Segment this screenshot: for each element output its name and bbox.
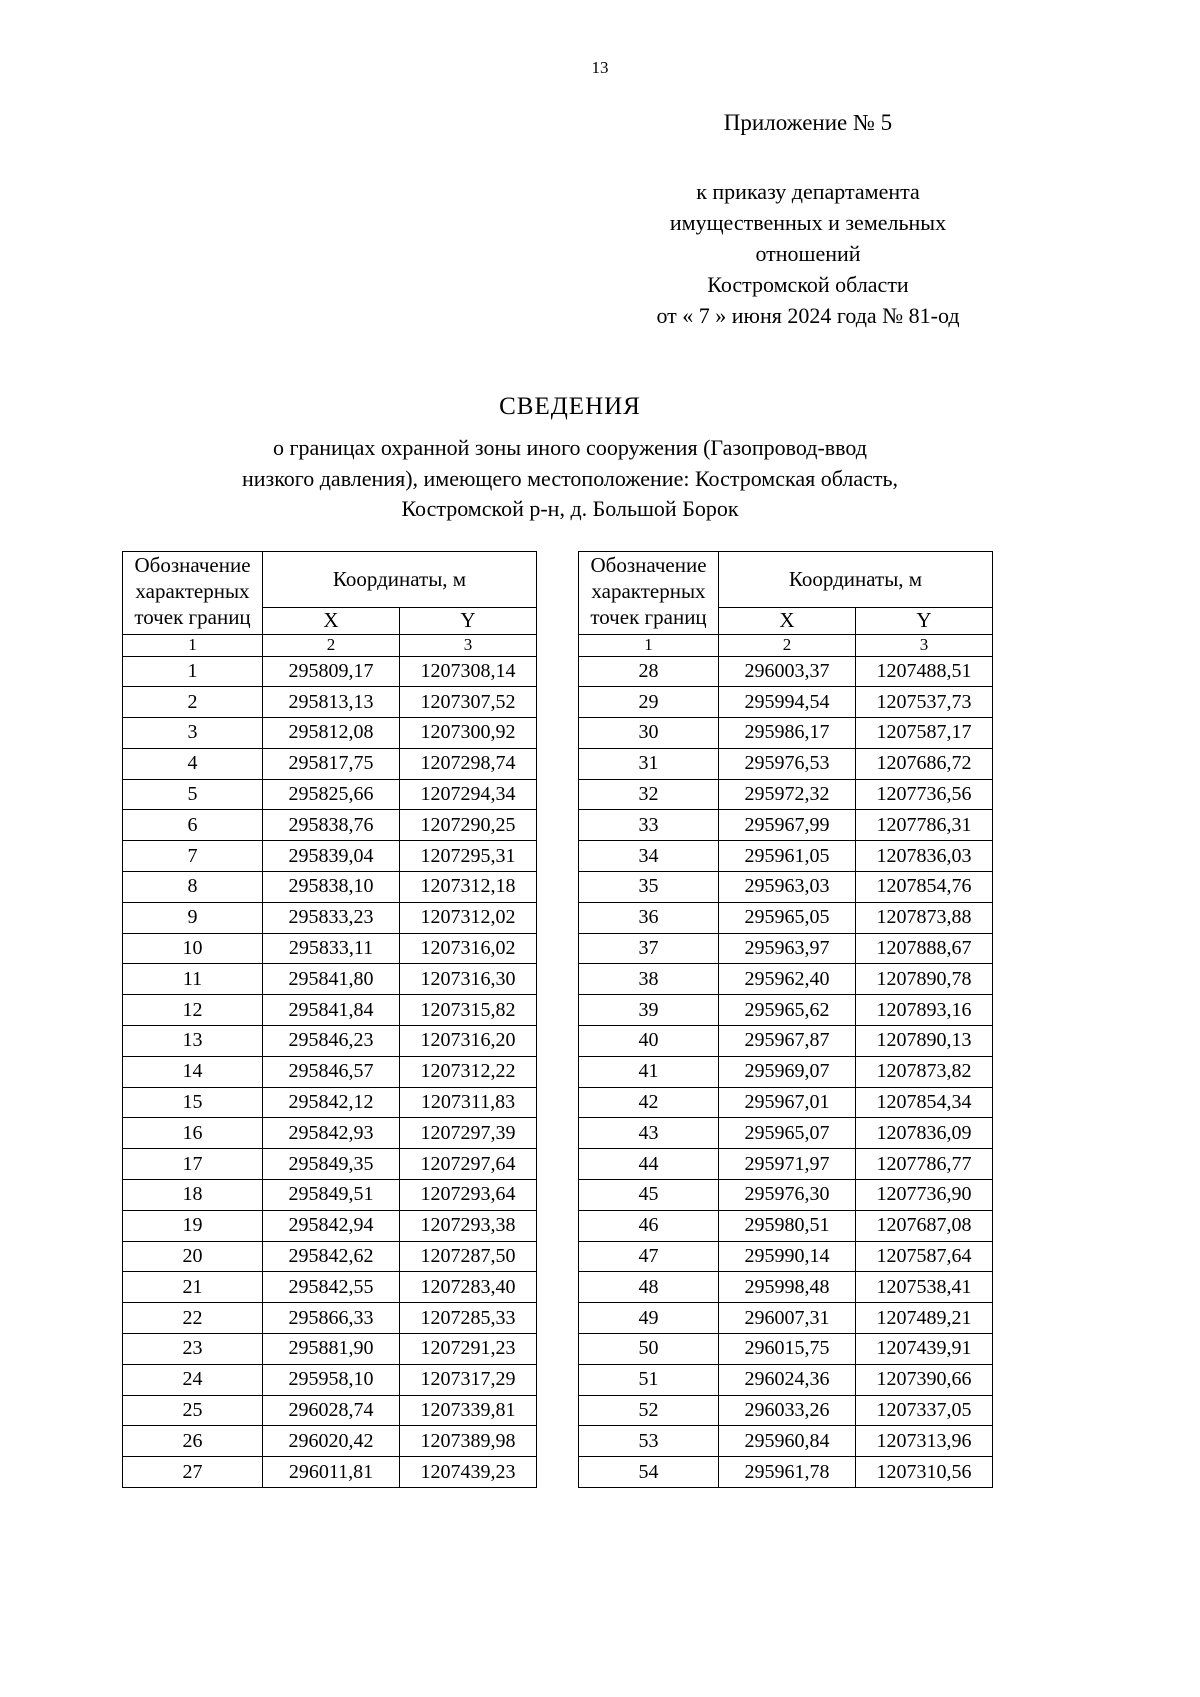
table-cell: 295994,54 bbox=[719, 687, 856, 718]
order-reference-line: от « 7 » июня 2024 года № 81-од bbox=[656, 303, 960, 328]
table-cell: 25 bbox=[123, 1395, 263, 1426]
table-row bbox=[579, 1149, 993, 1180]
column-number: 3 bbox=[856, 634, 993, 656]
table-row bbox=[123, 995, 537, 1026]
table-cell: 48 bbox=[579, 1272, 719, 1303]
table-cell: 21 bbox=[123, 1272, 263, 1303]
table-row bbox=[579, 1272, 993, 1303]
table-cell: 295962,40 bbox=[719, 964, 856, 995]
table-cell: 1207298,74 bbox=[400, 748, 537, 779]
table-cell: 295963,03 bbox=[719, 872, 856, 903]
table-cell: 1207315,82 bbox=[400, 995, 537, 1026]
coordinates-table-left bbox=[122, 551, 537, 1489]
table-cell: 1207317,29 bbox=[400, 1364, 537, 1395]
table-row bbox=[123, 1364, 537, 1395]
table-cell: 1207439,23 bbox=[400, 1457, 537, 1488]
table-cell: 295965,05 bbox=[719, 902, 856, 933]
table-cell: 1207537,73 bbox=[856, 687, 993, 718]
table-cell: 1207854,76 bbox=[856, 872, 993, 903]
x-column-header: X bbox=[263, 607, 400, 634]
table-cell: 44 bbox=[579, 1149, 719, 1180]
table-cell: 4 bbox=[123, 748, 263, 779]
order-reference-line: Костромской области bbox=[707, 272, 909, 297]
table-cell: 296015,75 bbox=[719, 1334, 856, 1365]
table-cell: 295986,17 bbox=[719, 718, 856, 749]
table-cell: 295841,84 bbox=[263, 995, 400, 1026]
table-row bbox=[123, 1149, 537, 1180]
table-cell: 40 bbox=[579, 1026, 719, 1057]
table-cell: 1207294,34 bbox=[400, 779, 537, 810]
table-row bbox=[123, 1426, 537, 1457]
table-row bbox=[123, 902, 537, 933]
table-cell: 1207786,77 bbox=[856, 1149, 993, 1180]
table-row bbox=[579, 1118, 993, 1149]
table-row bbox=[123, 748, 537, 779]
table-row bbox=[579, 1303, 993, 1334]
table-row bbox=[579, 902, 993, 933]
table-cell: 1207893,16 bbox=[856, 995, 993, 1026]
table-cell: 1207300,92 bbox=[400, 718, 537, 749]
subtitle-line: низкого давления), имеющего местоположение: Костромская область, bbox=[241, 465, 899, 491]
table-cell: 295842,55 bbox=[263, 1272, 400, 1303]
table-cell: 1207290,25 bbox=[400, 810, 537, 841]
table-row bbox=[579, 718, 993, 749]
table-cell: 19 bbox=[123, 1210, 263, 1241]
table-cell: 1207316,02 bbox=[400, 933, 537, 964]
coordinates-table-right bbox=[578, 551, 993, 1489]
table-cell: 296033,26 bbox=[719, 1395, 856, 1426]
table-row bbox=[579, 1395, 993, 1426]
table-cell: 36 bbox=[579, 902, 719, 933]
table-row bbox=[579, 1241, 993, 1272]
table-row bbox=[123, 841, 537, 872]
table-cell: 295967,01 bbox=[719, 1087, 856, 1118]
table-cell: 295971,97 bbox=[719, 1149, 856, 1180]
table-cell: 1207316,20 bbox=[400, 1026, 537, 1057]
table-cell: 295817,75 bbox=[263, 748, 400, 779]
page-number: 13 bbox=[591, 58, 609, 77]
table-cell: 1207307,52 bbox=[400, 687, 537, 718]
table-cell: 296020,42 bbox=[263, 1426, 400, 1457]
table-row bbox=[579, 933, 993, 964]
table-cell: 50 bbox=[579, 1334, 719, 1365]
table-cell: 1207854,34 bbox=[856, 1087, 993, 1118]
table-cell: 1207873,82 bbox=[856, 1056, 993, 1087]
subtitle-line: о границах охранной зоны иного сооружения (Газопровод-ввод bbox=[273, 435, 867, 460]
table-row bbox=[123, 810, 537, 841]
table-cell: 10 bbox=[123, 933, 263, 964]
table-cell: 295842,93 bbox=[263, 1118, 400, 1149]
table-cell: 28 bbox=[579, 656, 719, 687]
table-cell: 295842,12 bbox=[263, 1087, 400, 1118]
table-cell: 32 bbox=[579, 779, 719, 810]
table-cell: 1207390,66 bbox=[856, 1364, 993, 1395]
table-cell: 295961,05 bbox=[719, 841, 856, 872]
table-cell: 1207836,09 bbox=[856, 1118, 993, 1149]
subtitle-line: Костромской р-н, д. Большой Борок bbox=[401, 496, 739, 521]
table-cell: 23 bbox=[123, 1334, 263, 1365]
table-cell: 295842,62 bbox=[263, 1241, 400, 1272]
table-cell: 54 bbox=[579, 1457, 719, 1488]
table-cell: 1207295,31 bbox=[400, 841, 537, 872]
table-row bbox=[123, 1395, 537, 1426]
table-cell: 296007,31 bbox=[719, 1303, 856, 1334]
table-row bbox=[123, 1087, 537, 1118]
table-cell: 1207337,05 bbox=[856, 1395, 993, 1426]
table-cell: 1207297,39 bbox=[400, 1118, 537, 1149]
order-reference-line: имущественных и земельных bbox=[669, 210, 947, 235]
table-cell: 295825,66 bbox=[263, 779, 400, 810]
table-cell: 296003,37 bbox=[719, 656, 856, 687]
coordinate-tables bbox=[122, 551, 1200, 1489]
table-row bbox=[123, 933, 537, 964]
table-cell: 12 bbox=[123, 995, 263, 1026]
table-cell: 47 bbox=[579, 1241, 719, 1272]
table-cell: 42 bbox=[579, 1087, 719, 1118]
table-row bbox=[123, 779, 537, 810]
table-cell: 1 bbox=[123, 656, 263, 687]
table-cell: 295980,51 bbox=[719, 1210, 856, 1241]
table-row bbox=[123, 1056, 537, 1087]
appendix-block bbox=[628, 110, 988, 331]
table-cell: 13 bbox=[123, 1026, 263, 1057]
table-cell: 1207686,72 bbox=[856, 748, 993, 779]
table-cell: 295833,23 bbox=[263, 902, 400, 933]
table-cell: 38 bbox=[579, 964, 719, 995]
table-row bbox=[123, 1210, 537, 1241]
table-cell: 1207316,30 bbox=[400, 964, 537, 995]
table-cell: 295833,11 bbox=[263, 933, 400, 964]
table-cell: 1207293,64 bbox=[400, 1180, 537, 1211]
table-row bbox=[123, 1334, 537, 1365]
table-cell: 295998,48 bbox=[719, 1272, 856, 1303]
table-cell: 39 bbox=[579, 995, 719, 1026]
table-cell: 18 bbox=[123, 1180, 263, 1211]
point-designation-header: Обозначение характерных точек границ bbox=[579, 551, 719, 634]
table-cell: 46 bbox=[579, 1210, 719, 1241]
table-row bbox=[579, 995, 993, 1026]
order-reference-line: отношений bbox=[755, 241, 861, 266]
table-cell: 1207587,17 bbox=[856, 718, 993, 749]
table-cell: 295961,78 bbox=[719, 1457, 856, 1488]
table-cell: 1207313,96 bbox=[856, 1426, 993, 1457]
table-row bbox=[123, 872, 537, 903]
table-row bbox=[123, 718, 537, 749]
table-row bbox=[579, 810, 993, 841]
table-cell: 14 bbox=[123, 1056, 263, 1087]
table-cell: 27 bbox=[123, 1457, 263, 1488]
table-cell: 295969,07 bbox=[719, 1056, 856, 1087]
table-row bbox=[123, 687, 537, 718]
table-cell: 34 bbox=[579, 841, 719, 872]
table-cell: 51 bbox=[579, 1364, 719, 1395]
table-row bbox=[123, 1272, 537, 1303]
table-row bbox=[579, 1364, 993, 1395]
table-cell: 1207587,64 bbox=[856, 1241, 993, 1272]
table-cell: 11 bbox=[123, 964, 263, 995]
table-cell: 2 bbox=[123, 687, 263, 718]
table-cell: 295812,08 bbox=[263, 718, 400, 749]
table-cell: 1207736,56 bbox=[856, 779, 993, 810]
y-column-header: Y bbox=[856, 607, 993, 634]
x-column-header: X bbox=[719, 607, 856, 634]
table-cell: 295965,62 bbox=[719, 995, 856, 1026]
table-row bbox=[579, 1334, 993, 1365]
table-cell: 26 bbox=[123, 1426, 263, 1457]
table-row bbox=[123, 964, 537, 995]
table-row bbox=[579, 841, 993, 872]
table-cell: 295846,57 bbox=[263, 1056, 400, 1087]
table-row bbox=[579, 964, 993, 995]
table-row bbox=[579, 687, 993, 718]
table-cell: 296028,74 bbox=[263, 1395, 400, 1426]
table-cell: 1207310,56 bbox=[856, 1457, 993, 1488]
document-subtitle bbox=[0, 433, 1140, 525]
table-cell: 1207488,51 bbox=[856, 656, 993, 687]
table-cell: 35 bbox=[579, 872, 719, 903]
table-cell: 43 bbox=[579, 1118, 719, 1149]
table-row bbox=[123, 656, 537, 687]
table-row bbox=[123, 1118, 537, 1149]
table-cell: 1207873,88 bbox=[856, 902, 993, 933]
table-cell: 295839,04 bbox=[263, 841, 400, 872]
table-cell: 295838,76 bbox=[263, 810, 400, 841]
table-cell: 1207890,13 bbox=[856, 1026, 993, 1057]
table-row bbox=[123, 1180, 537, 1211]
table-cell: 295965,07 bbox=[719, 1118, 856, 1149]
table-cell: 295960,84 bbox=[719, 1426, 856, 1457]
table-cell: 37 bbox=[579, 933, 719, 964]
table-row bbox=[579, 1056, 993, 1087]
table-cell: 295972,32 bbox=[719, 779, 856, 810]
table-cell: 22 bbox=[123, 1303, 263, 1334]
table-cell: 8 bbox=[123, 872, 263, 903]
table-cell: 1207293,38 bbox=[400, 1210, 537, 1241]
table-cell: 1207786,31 bbox=[856, 810, 993, 841]
table-cell: 295990,14 bbox=[719, 1241, 856, 1272]
table-row bbox=[579, 1426, 993, 1457]
table-cell: 29 bbox=[579, 687, 719, 718]
table-cell: 295838,10 bbox=[263, 872, 400, 903]
point-designation-header: Обозначение характерных точек границ bbox=[123, 551, 263, 634]
table-cell: 1207687,08 bbox=[856, 1210, 993, 1241]
table-cell: 15 bbox=[123, 1087, 263, 1118]
table-cell: 1207339,81 bbox=[400, 1395, 537, 1426]
table-cell: 295849,35 bbox=[263, 1149, 400, 1180]
table-cell: 295881,90 bbox=[263, 1334, 400, 1365]
y-column-header: Y bbox=[400, 607, 537, 634]
table-row bbox=[579, 872, 993, 903]
table-cell: 295813,13 bbox=[263, 687, 400, 718]
table-row bbox=[123, 1457, 537, 1488]
table-cell: 296011,81 bbox=[263, 1457, 400, 1488]
right-table-body bbox=[579, 656, 993, 1488]
table-cell: 3 bbox=[123, 718, 263, 749]
table-cell: 24 bbox=[123, 1364, 263, 1395]
table-row bbox=[579, 1026, 993, 1057]
table-cell: 5 bbox=[123, 779, 263, 810]
table-row bbox=[123, 1241, 537, 1272]
table-cell: 20 bbox=[123, 1241, 263, 1272]
table-cell: 295866,33 bbox=[263, 1303, 400, 1334]
table-cell: 16 bbox=[123, 1118, 263, 1149]
table-cell: 1207538,41 bbox=[856, 1272, 993, 1303]
table-cell: 1207285,33 bbox=[400, 1303, 537, 1334]
table-cell: 41 bbox=[579, 1056, 719, 1087]
table-cell: 52 bbox=[579, 1395, 719, 1426]
left-table-body bbox=[123, 656, 537, 1488]
coordinates-header: Координаты, м bbox=[263, 551, 537, 607]
column-number: 2 bbox=[719, 634, 856, 656]
table-cell: 1207312,22 bbox=[400, 1056, 537, 1087]
table-cell: 1207888,67 bbox=[856, 933, 993, 964]
table-row bbox=[579, 1457, 993, 1488]
table-cell: 7 bbox=[123, 841, 263, 872]
order-reference-line: к приказу департамента bbox=[696, 179, 920, 204]
column-number: 2 bbox=[263, 634, 400, 656]
table-cell: 295809,17 bbox=[263, 656, 400, 687]
table-cell: 30 bbox=[579, 718, 719, 749]
table-cell: 1207283,40 bbox=[400, 1272, 537, 1303]
table-row bbox=[123, 1303, 537, 1334]
table-cell: 295841,80 bbox=[263, 964, 400, 995]
order-reference bbox=[628, 176, 988, 331]
table-cell: 1207389,98 bbox=[400, 1426, 537, 1457]
table-row bbox=[579, 1180, 993, 1211]
table-cell: 295958,10 bbox=[263, 1364, 400, 1395]
table-cell: 53 bbox=[579, 1426, 719, 1457]
appendix-title: Приложение № 5 bbox=[723, 110, 893, 135]
table-cell: 1207297,64 bbox=[400, 1149, 537, 1180]
coordinates-header: Координаты, м bbox=[719, 551, 993, 607]
table-cell: 295976,53 bbox=[719, 748, 856, 779]
column-number: 3 bbox=[400, 634, 537, 656]
column-number: 1 bbox=[579, 634, 719, 656]
table-row bbox=[579, 1087, 993, 1118]
table-cell: 1207312,18 bbox=[400, 872, 537, 903]
table-cell: 1207308,14 bbox=[400, 656, 537, 687]
table-cell: 295849,51 bbox=[263, 1180, 400, 1211]
table-cell: 1207836,03 bbox=[856, 841, 993, 872]
table-cell: 33 bbox=[579, 810, 719, 841]
table-row bbox=[123, 1026, 537, 1057]
table-cell: 295967,99 bbox=[719, 810, 856, 841]
table-cell: 1207311,83 bbox=[400, 1087, 537, 1118]
table-cell: 1207890,78 bbox=[856, 964, 993, 995]
table-cell: 1207291,23 bbox=[400, 1334, 537, 1365]
table-row bbox=[579, 779, 993, 810]
table-cell: 296024,36 bbox=[719, 1364, 856, 1395]
table-cell: 1207312,02 bbox=[400, 902, 537, 933]
table-cell: 17 bbox=[123, 1149, 263, 1180]
table-cell: 1207287,50 bbox=[400, 1241, 537, 1272]
table-cell: 1207489,21 bbox=[856, 1303, 993, 1334]
table-cell: 9 bbox=[123, 902, 263, 933]
table-cell: 295967,87 bbox=[719, 1026, 856, 1057]
table-cell: 295842,94 bbox=[263, 1210, 400, 1241]
table-row bbox=[579, 1210, 993, 1241]
table-row bbox=[579, 656, 993, 687]
table-row bbox=[579, 748, 993, 779]
table-cell: 6 bbox=[123, 810, 263, 841]
table-cell: 295846,23 bbox=[263, 1026, 400, 1057]
table-cell: 295963,97 bbox=[719, 933, 856, 964]
document-heading: СВЕДЕНИЯ bbox=[499, 393, 641, 420]
table-cell: 295976,30 bbox=[719, 1180, 856, 1211]
table-cell: 31 bbox=[579, 748, 719, 779]
table-cell: 1207736,90 bbox=[856, 1180, 993, 1211]
column-number: 1 bbox=[123, 634, 263, 656]
table-cell: 1207439,91 bbox=[856, 1334, 993, 1365]
table-cell: 49 bbox=[579, 1303, 719, 1334]
table-cell: 45 bbox=[579, 1180, 719, 1211]
